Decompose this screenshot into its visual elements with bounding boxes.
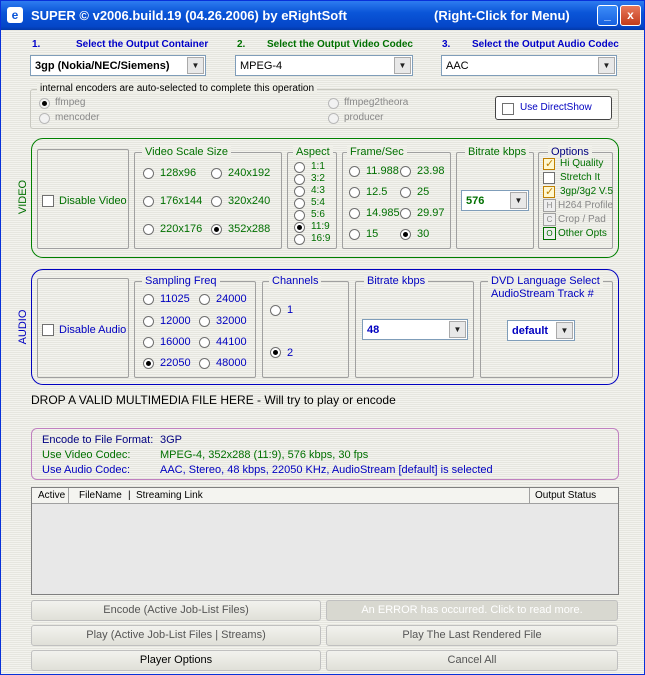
disable-video-label: Disable Video	[59, 195, 127, 207]
fps-legend: Frame/Sec	[347, 146, 407, 158]
minimize-button[interactable]: _	[597, 5, 618, 26]
aspect-1-1-label: 1:1	[311, 161, 325, 172]
chevron-down-icon[interactable]: ▼	[187, 57, 204, 74]
drop-zone-text[interactable]: DROP A VALID MULTIMEDIA FILE HERE - Will try to play or encode	[31, 393, 396, 407]
audio-bitrate-select[interactable]	[362, 319, 468, 340]
step2-label: Select the Output Video Codec	[267, 39, 413, 50]
scale-128x96-radio[interactable]	[143, 168, 154, 179]
freq-24000-label: 24000	[216, 293, 247, 305]
scale-176x144-radio[interactable]	[143, 196, 154, 207]
freq-32000-label: 32000	[216, 315, 247, 327]
aspect-3-2-radio[interactable]	[294, 174, 305, 185]
summary-format-label: Encode to File Format:	[42, 434, 154, 446]
chevron-down-icon[interactable]: ▼	[394, 57, 411, 74]
fps-11988-label: 11.988	[366, 165, 399, 177]
chevron-down-icon[interactable]: ▼	[449, 321, 466, 338]
channel-1-radio[interactable]	[270, 305, 281, 316]
fps-2398-radio[interactable]	[400, 166, 411, 177]
fps-125-radio[interactable]	[349, 187, 360, 198]
freq-12000-radio[interactable]	[143, 316, 154, 327]
audio-section-label: AUDIO	[17, 309, 29, 345]
producer-radio[interactable]	[328, 113, 339, 124]
audiostream-track-value: default	[512, 325, 549, 337]
summary-video-label: Use Video Codec:	[42, 449, 131, 461]
column-divider	[529, 488, 530, 503]
other-opts-button[interactable]: O	[543, 227, 556, 240]
step1-number: 1.	[32, 39, 41, 50]
scale-220x176-label: 220x176	[160, 223, 203, 235]
freq-16000-radio[interactable]	[143, 337, 154, 348]
play-button[interactable]: Play (Active Job-List Files | Streams)	[31, 625, 321, 646]
aspect-5-4-label: 5:4	[311, 197, 325, 208]
aspect-5-6-label: 5:6	[311, 209, 325, 220]
sampling-freq-legend: Sampling Freq	[142, 275, 220, 287]
scale-352x288-radio[interactable]	[211, 224, 222, 235]
fps-14985-label: 14.985	[366, 207, 400, 219]
cancel-all-button[interactable]: Cancel All	[326, 650, 618, 671]
producer-label: producer	[344, 112, 384, 123]
fps-15-radio[interactable]	[349, 229, 360, 240]
fps-2398-label: 23.98	[417, 165, 445, 177]
step3-label: Select the Output Audio Codec	[472, 39, 619, 50]
freq-16000-label: 16000	[160, 336, 191, 348]
chevron-down-icon[interactable]: ▼	[598, 57, 615, 74]
play-last-button[interactable]: Play The Last Rendered File	[326, 625, 618, 646]
crop-pad-button[interactable]: C	[543, 213, 556, 226]
channel-2-radio[interactable]	[270, 347, 281, 358]
freq-11025-label: 11025	[160, 293, 190, 305]
audio-codec-value: AAC	[446, 60, 469, 72]
scale-176x144-label: 176x144	[160, 195, 203, 207]
3gp-v5-checkbox[interactable]	[543, 186, 555, 198]
fps-14985-radio[interactable]	[349, 208, 360, 219]
summary-video-value: MPEG-4, 352x288 (11:9), 576 kbps, 30 fps	[160, 449, 369, 461]
audio-bitrate-value: 48	[367, 324, 380, 336]
freq-12000-label: 12000	[160, 315, 191, 327]
stretch-it-checkbox[interactable]	[543, 172, 555, 184]
ffmpeg-radio[interactable]	[39, 98, 50, 109]
aspect-1-1-radio[interactable]	[294, 162, 305, 173]
aspect-11-9-radio[interactable]	[294, 222, 305, 233]
fps-25-label: 25	[417, 186, 430, 198]
channel-1-label: 1	[287, 304, 294, 316]
hi-quality-label: Hi Quality	[560, 158, 604, 169]
video-codec-select[interactable]	[235, 55, 413, 76]
column-filename[interactable]: FileName	[79, 490, 122, 501]
aspect-5-4-radio[interactable]	[294, 198, 305, 209]
fps-15-label: 15	[366, 228, 379, 240]
stretch-it-label: Stretch It	[560, 172, 601, 183]
job-list[interactable]	[31, 487, 619, 595]
freq-44100-label: 44100	[216, 336, 247, 348]
scale-240x192-label: 240x192	[228, 167, 271, 179]
menu-hint: (Right-Click for Menu)	[434, 8, 570, 23]
title-bar[interactable]	[1, 1, 644, 30]
column-divider	[68, 488, 69, 503]
column-streaming-link[interactable]: Streaming Link	[136, 490, 203, 501]
fps-25-radio[interactable]	[400, 187, 411, 198]
freq-22050-radio[interactable]	[143, 358, 154, 369]
summary-format-value: 3GP	[160, 434, 183, 446]
channels-legend: Channels	[269, 275, 321, 287]
chevron-down-icon[interactable]: ▼	[556, 322, 573, 339]
crop-pad-label: Crop / Pad	[558, 214, 606, 225]
freq-44100-radio[interactable]	[199, 337, 210, 348]
directshow-checkbox[interactable]	[502, 103, 514, 115]
video-bitrate-legend: Bitrate kbps	[465, 146, 529, 158]
dvd-language-legend: DVD Language Select	[488, 275, 603, 287]
scale-352x288-label: 352x288	[228, 223, 271, 235]
freq-48000-radio[interactable]	[199, 358, 210, 369]
freq-24000-radio[interactable]	[199, 294, 210, 305]
freq-11025-radio[interactable]	[143, 294, 154, 305]
encoders-legend: internal encoders are auto-selected to complete this operation	[37, 83, 317, 94]
player-options-button[interactable]: Player Options	[31, 650, 321, 671]
disable-audio-checkbox[interactable]	[42, 324, 54, 336]
encode-button[interactable]: Encode (Active Job-List Files)	[31, 600, 321, 621]
column-separator: |	[128, 490, 131, 501]
audiostream-track-label: AudioStream Track #	[491, 288, 594, 300]
scale-320x240-radio[interactable]	[211, 196, 222, 207]
channels-box	[262, 281, 349, 378]
scale-240x192-radio[interactable]	[211, 168, 222, 179]
video-bitrate-value: 576	[466, 195, 485, 207]
channel-2-label: 2	[287, 347, 294, 359]
video-bitrate-select[interactable]	[461, 190, 529, 211]
audiostream-track-select[interactable]	[507, 320, 575, 341]
hi-quality-checkbox[interactable]	[543, 158, 555, 170]
column-active[interactable]: Active	[38, 490, 66, 501]
ffmpeg2theora-radio[interactable]	[328, 98, 339, 109]
step1-label: Select the Output Container	[76, 39, 209, 50]
fps-30-label: 30	[417, 228, 430, 240]
mencoder-radio[interactable]	[39, 113, 50, 124]
container-value: 3gp (Nokia/NEC/Siemens)	[35, 60, 170, 72]
aspect-16-9-radio[interactable]	[294, 234, 305, 245]
fps-125-label: 12.5	[366, 186, 388, 198]
audio-bitrate-legend: Bitrate kbps	[364, 275, 428, 287]
disable-audio-label: Disable Audio	[59, 324, 127, 336]
chevron-down-icon[interactable]: ▼	[510, 192, 527, 209]
h264-profile-button[interactable]: H	[543, 199, 556, 212]
disable-video-checkbox[interactable]	[42, 195, 54, 207]
step3-number: 3.	[442, 39, 451, 50]
aspect-legend: Aspect	[293, 146, 333, 158]
fps-30-radio[interactable]	[400, 229, 411, 240]
scale-128x96-label: 128x96	[160, 167, 197, 179]
fps-2997-label: 29.97	[417, 207, 445, 219]
aspect-5-6-radio[interactable]	[294, 210, 305, 221]
aspect-4-3-radio[interactable]	[294, 186, 305, 197]
aspect-11-9-label: 11:9	[311, 221, 330, 232]
app-icon: e	[7, 7, 23, 23]
fps-2997-radio[interactable]	[400, 208, 411, 219]
summary-audio-value: AAC, Stereo, 48 kbps, 22050 KHz, AudioStream [default] is selected	[160, 464, 493, 476]
3gp-v5-label: 3gp/3g2 V.5	[560, 186, 614, 197]
close-button[interactable]: x	[620, 5, 641, 26]
directshow-label: Use DirectShow	[520, 102, 592, 113]
directshow-toggle[interactable]	[495, 96, 612, 120]
fps-11988-radio[interactable]	[349, 166, 360, 177]
other-opts-label: Other Opts	[558, 228, 607, 239]
aspect-3-2-label: 3:2	[311, 173, 325, 184]
aspect-4-3-label: 4:3	[311, 185, 325, 196]
freq-48000-label: 48000	[216, 357, 247, 369]
scale-320x240-label: 320x240	[228, 195, 271, 207]
ffmpeg2theora-label: ffmpeg2theora	[344, 97, 409, 108]
freq-22050-label: 22050	[160, 357, 191, 369]
video-options-legend: Options	[548, 146, 592, 158]
summary-audio-label: Use Audio Codec:	[42, 464, 131, 476]
h264-profile-label: H264 Profile	[558, 200, 614, 211]
error-button[interactable]: An ERROR has occurred. Click to read more.	[326, 600, 618, 621]
video-codec-value: MPEG-4	[240, 60, 283, 72]
container-select[interactable]	[30, 55, 206, 76]
audio-codec-select[interactable]	[441, 55, 617, 76]
scale-220x176-radio[interactable]	[143, 224, 154, 235]
video-section-label: VIDEO	[17, 179, 29, 215]
video-scale-legend: Video Scale Size	[142, 146, 231, 158]
job-list-header	[32, 488, 618, 504]
aspect-16-9-label: 16:9	[311, 233, 331, 244]
mencoder-label: mencoder	[55, 112, 100, 123]
step2-number: 2.	[237, 39, 246, 50]
freq-32000-radio[interactable]	[199, 316, 210, 327]
column-output-status[interactable]: Output Status	[535, 490, 597, 501]
window-title: SUPER © v2006.build.19 (04.26.2006) by eRightSoft	[31, 8, 347, 23]
ffmpeg-label: ffmpeg	[55, 97, 86, 108]
